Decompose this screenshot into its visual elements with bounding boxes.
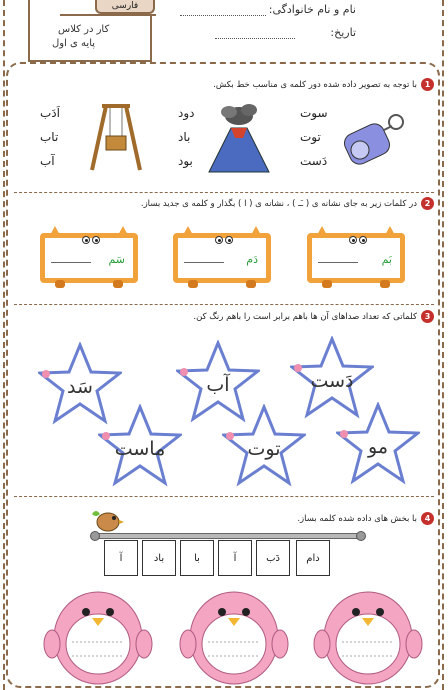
date-label: تاریخ: — [330, 26, 356, 39]
word-3-3[interactable]: آب — [40, 154, 55, 168]
header-deco-line — [60, 14, 156, 16]
penguin-answer-card[interactable] — [178, 580, 290, 688]
task-line-1: کار در کلاس — [58, 24, 110, 35]
bar-end-right — [356, 531, 366, 541]
board-eyes — [214, 229, 236, 237]
section4-title — [297, 512, 434, 525]
section4-number: 4 — [421, 512, 434, 525]
board-ear — [182, 226, 194, 237]
word-2-2[interactable]: باد — [178, 130, 191, 144]
section2-instruction: در کلمات زیر به جای نشانه ی ( ـَـ ) ، نشانه ی ( ا ) بگذار و کلمه ی جدید بساز. — [140, 198, 417, 209]
swing-icon — [86, 100, 146, 172]
separator-3 — [14, 496, 434, 497]
separator-2 — [14, 304, 434, 305]
bird-icon — [88, 506, 124, 534]
answer-line[interactable] — [184, 262, 224, 263]
section2-title — [141, 197, 434, 210]
board-leg — [380, 280, 390, 288]
board-ear — [316, 226, 328, 237]
section1-instruction: با توجه به تصویر داده شده دور کلمه ی مناسب خط بکش. — [213, 79, 417, 90]
board-leg — [55, 280, 65, 288]
star-card[interactable] — [222, 404, 306, 488]
star-word: ماست — [114, 438, 166, 460]
section2-number: 2 — [421, 197, 434, 210]
word-3-2[interactable]: تاب — [40, 130, 59, 144]
syllable-tile[interactable]: دام — [296, 540, 330, 576]
word-3-1[interactable]: اَدَب — [40, 106, 60, 120]
section1-number: 1 — [421, 78, 434, 91]
board-leg — [246, 280, 256, 288]
section1-title — [213, 78, 434, 91]
syllable-tile[interactable]: آ — [104, 540, 138, 576]
board-word: سَم — [108, 253, 125, 266]
word-2-3[interactable]: بود — [178, 154, 193, 168]
star-word: توت — [247, 438, 281, 460]
board-ear — [250, 226, 262, 237]
left-border — [3, 0, 5, 690]
section3-number: 3 — [421, 310, 434, 323]
star-card[interactable] — [98, 404, 182, 488]
answer-line[interactable] — [51, 262, 91, 263]
tile-bar — [94, 533, 362, 539]
subject-tag: فارسی — [95, 0, 155, 14]
section3-instruction: کلماتی که تعداد صداهای آن ها باهم برابر است را باهم رنگ کن. — [193, 311, 417, 322]
board-leg — [322, 280, 332, 288]
syllable-tile[interactable]: آ — [218, 540, 252, 576]
star-word: سَد — [67, 376, 93, 398]
separator-1 — [14, 192, 434, 193]
answer-line[interactable] — [318, 262, 358, 263]
board-leg — [188, 280, 198, 288]
section3-title — [193, 310, 434, 323]
syllable-tile[interactable]: با — [180, 540, 214, 576]
bar-end-left — [90, 531, 100, 541]
date-field[interactable] — [215, 38, 295, 39]
syllable-tile[interactable]: باد — [142, 540, 176, 576]
header-deco-vline — [28, 0, 30, 60]
board-ear — [49, 226, 61, 237]
star-word: دَست — [310, 370, 354, 392]
board-leg — [113, 280, 123, 288]
word-1-3[interactable]: دَست — [300, 154, 328, 168]
task-line-2: پایه ی اول — [52, 38, 96, 49]
board-eyes — [81, 229, 103, 237]
word-2-1[interactable]: دود — [178, 106, 195, 120]
board-eyes — [348, 229, 370, 237]
star-word: مو — [368, 436, 388, 458]
board-ear — [384, 226, 396, 237]
right-border — [442, 0, 444, 690]
penguin-answer-card[interactable] — [312, 580, 424, 688]
header-deco-vline-2 — [150, 14, 152, 60]
star-card[interactable] — [336, 402, 420, 486]
syllable-tile[interactable]: دَب — [256, 540, 290, 576]
whistle-icon — [340, 110, 410, 170]
board-2 — [173, 233, 271, 283]
board-1 — [307, 233, 405, 283]
star-word: آب — [206, 374, 230, 396]
penguin-answer-card[interactable] — [42, 580, 154, 688]
board-word: بَم — [381, 253, 392, 266]
word-1-2[interactable]: توت — [300, 130, 321, 144]
board-ear — [117, 226, 129, 237]
section4-instruction: با بخش های داده شده کلمه بساز. — [297, 513, 417, 524]
word-1-1[interactable]: سوت — [300, 106, 328, 120]
volcano-icon — [205, 102, 271, 176]
name-field[interactable] — [180, 15, 266, 16]
board-3 — [40, 233, 138, 283]
name-label: نام و نام خانوادگی: — [268, 3, 356, 16]
board-word: دَم — [246, 253, 258, 266]
